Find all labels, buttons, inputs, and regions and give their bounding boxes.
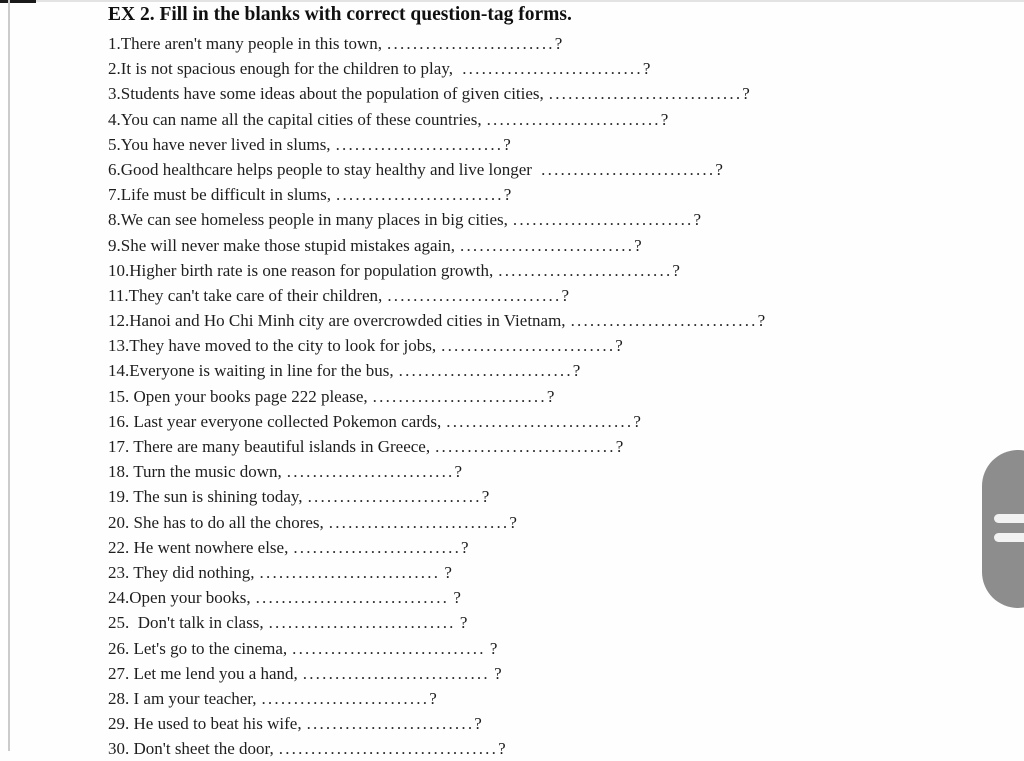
question-mark: ? — [715, 159, 723, 179]
question-mark: ? — [485, 638, 498, 658]
sentence-text: 19. The sun is shining today, — [108, 487, 303, 507]
sentence-text: 5.You have never lived in slums, — [108, 134, 331, 154]
exercise-line — [108, 308, 1024, 333]
sentence-text: 30. Don't sheet the door, — [108, 739, 274, 759]
answer-blank: ............................. — [302, 663, 490, 683]
answer-blank: .......................... — [387, 34, 555, 53]
sentence-text: 11.They can't take care of their children, — [108, 285, 383, 305]
answer-blank: ............................ — [259, 562, 441, 582]
answer-blank: ........................... — [486, 109, 661, 129]
answer-blank: ............................ — [462, 59, 643, 79]
answer-blank: ........................... — [541, 159, 716, 179]
question-mark: ? — [634, 235, 642, 255]
exercise-line — [108, 585, 1024, 610]
question-mark: ? — [498, 739, 506, 759]
sentence-text: 8.We can see homeless people in many places in big cities, — [108, 210, 508, 230]
question-mark: ? — [615, 437, 624, 456]
equals-icon-bar — [994, 533, 1024, 542]
sentence-text: 27. Let me lend you a hand, — [108, 663, 298, 683]
question-mark: ? — [615, 336, 623, 356]
exercise-line — [108, 484, 1024, 509]
question-mark: ? — [693, 210, 702, 230]
sentence-text: 16. Last year everyone collected Pokemon cards, — [108, 411, 442, 431]
sentence-text: 24.Open your books, — [108, 588, 251, 608]
sentence-text: 18. Turn the music down, — [108, 462, 282, 482]
sentence-text: 26. Let's go to the cinema, — [108, 638, 288, 658]
exercise-line — [108, 207, 1024, 232]
sentence-text: 9.She will never make those stupid mistakes again, — [108, 235, 456, 255]
exercise-line — [108, 157, 1024, 182]
question-mark: ? — [509, 512, 517, 532]
exercise-title: EX 2. Fill in the blanks with correct question-tag forms. — [108, 4, 572, 25]
answer-blank: .......................... — [286, 462, 455, 482]
question-mark: ? — [672, 260, 680, 280]
question-mark: ? — [757, 311, 766, 331]
exercise-line — [108, 636, 1024, 661]
exercise-document — [108, 2, 1024, 761]
exercise-line — [108, 107, 1024, 132]
question-mark: ? — [642, 59, 651, 79]
answer-blank: ........................... — [460, 235, 635, 255]
top-left-corner-mark — [0, 0, 36, 3]
sentence-text: 23. They did nothing, — [108, 562, 255, 582]
sentence-text: 12.Hanoi and Ho Chi Minh city are overcrowded cities in Vietnam, — [108, 311, 566, 331]
sentence-text: 28. I am your teacher, — [108, 688, 257, 708]
answer-blank: .............................. — [548, 84, 743, 104]
answer-blank: ........................... — [398, 361, 573, 381]
answer-blank: .......................... — [336, 185, 504, 205]
exercise-line — [108, 510, 1024, 535]
question-mark: ? — [633, 411, 641, 431]
exercise-line — [108, 459, 1024, 484]
exercise-line — [108, 333, 1024, 358]
sentence-text: 1.There aren't many people in this town, — [108, 34, 383, 53]
answer-blank: ............................. — [268, 613, 456, 633]
sentence-text: 15. Open your books page 222 please, — [108, 386, 368, 406]
exercise-line — [108, 409, 1024, 434]
exercise-line — [108, 182, 1024, 207]
answer-blank: .............................. — [292, 638, 486, 658]
sentence-text: 22. He went nowhere else, — [108, 537, 289, 557]
question-mark: ? — [454, 462, 463, 482]
sentence-text: 13.They have moved to the city to look for jobs, — [108, 336, 437, 356]
question-mark: ? — [546, 386, 555, 406]
answer-blank: ............................. — [446, 411, 634, 431]
exercise-line — [108, 31, 1024, 56]
sentence-text: 17. There are many beautiful islands in Greece, — [108, 437, 431, 456]
question-mark: ? — [481, 487, 490, 507]
answer-blank: .................................. — [278, 739, 499, 759]
question-mark: ? — [503, 185, 512, 205]
page-left-edge-line — [8, 0, 10, 751]
answer-blank: ........................... — [372, 386, 547, 406]
question-mark: ? — [429, 688, 437, 708]
answer-blank: ............................. — [570, 311, 758, 331]
sentence-text: 10.Higher birth rate is one reason for population growth, — [108, 260, 494, 280]
answer-blank: ........................... — [441, 336, 616, 356]
answer-blank: ............................ — [435, 437, 616, 456]
sentence-text: 14.Everyone is waiting in line for the bus, — [108, 361, 394, 381]
exercise-line — [108, 258, 1024, 283]
answer-blank: .......................... — [335, 134, 504, 154]
exercise-line — [108, 358, 1024, 383]
exercise-line — [108, 560, 1024, 585]
question-mark: ? — [561, 285, 570, 305]
exercise-line — [108, 610, 1024, 635]
sentence-text: 7.Life must be difficult in slums, — [108, 185, 332, 205]
answer-blank: .......................... — [293, 537, 462, 557]
answer-blank: ............................ — [328, 512, 510, 532]
exercise-line — [108, 233, 1024, 258]
exercise-line — [108, 711, 1024, 736]
exercise-line — [108, 81, 1024, 106]
question-mark: ? — [461, 537, 469, 557]
floating-menu-button[interactable] — [982, 450, 1024, 608]
question-mark: ? — [455, 613, 468, 633]
answer-blank: .......................... — [261, 688, 430, 708]
question-mark: ? — [474, 714, 482, 734]
exercise-line — [108, 736, 1024, 761]
question-mark: ? — [440, 562, 452, 582]
answer-blank: .......................... — [306, 714, 475, 734]
exercise-line — [108, 56, 1024, 81]
exercise-line — [108, 686, 1024, 711]
question-mark: ? — [660, 109, 669, 129]
exercise-line — [108, 132, 1024, 157]
answer-blank: ........................... — [498, 260, 673, 280]
sentence-text: 29. He used to beat his wife, — [108, 714, 302, 734]
question-mark: ? — [503, 134, 511, 154]
exercise-line-list — [108, 31, 1024, 761]
answer-blank: ........................... — [387, 285, 562, 305]
exercise-line — [108, 434, 1024, 459]
sentence-text: 20. She has to do all the chores, — [108, 512, 324, 532]
sentence-text: 2.It is not spacious enough for the children to play, — [108, 59, 458, 79]
answer-blank: ........................... — [307, 487, 482, 507]
answer-blank: ............................ — [512, 210, 694, 230]
sentence-text: 3.Students have some ideas about the population of given cities, — [108, 84, 544, 104]
question-mark: ? — [489, 663, 502, 683]
question-mark: ? — [449, 588, 461, 608]
sentence-text: 4.You can name all the capital cities of these countries, — [108, 109, 482, 129]
sentence-text: 25. Don't talk in class, — [108, 613, 264, 633]
exercise-line — [108, 661, 1024, 686]
question-mark: ? — [572, 361, 581, 381]
exercise-line — [108, 535, 1024, 560]
exercise-line — [108, 283, 1024, 308]
exercise-line — [108, 384, 1024, 409]
sentence-text: 6.Good healthcare helps people to stay healthy and live longer — [108, 159, 537, 179]
equals-menu-icon — [994, 514, 1024, 523]
answer-blank: .............................. — [255, 588, 450, 608]
question-mark: ? — [554, 34, 563, 53]
question-mark: ? — [742, 84, 750, 104]
